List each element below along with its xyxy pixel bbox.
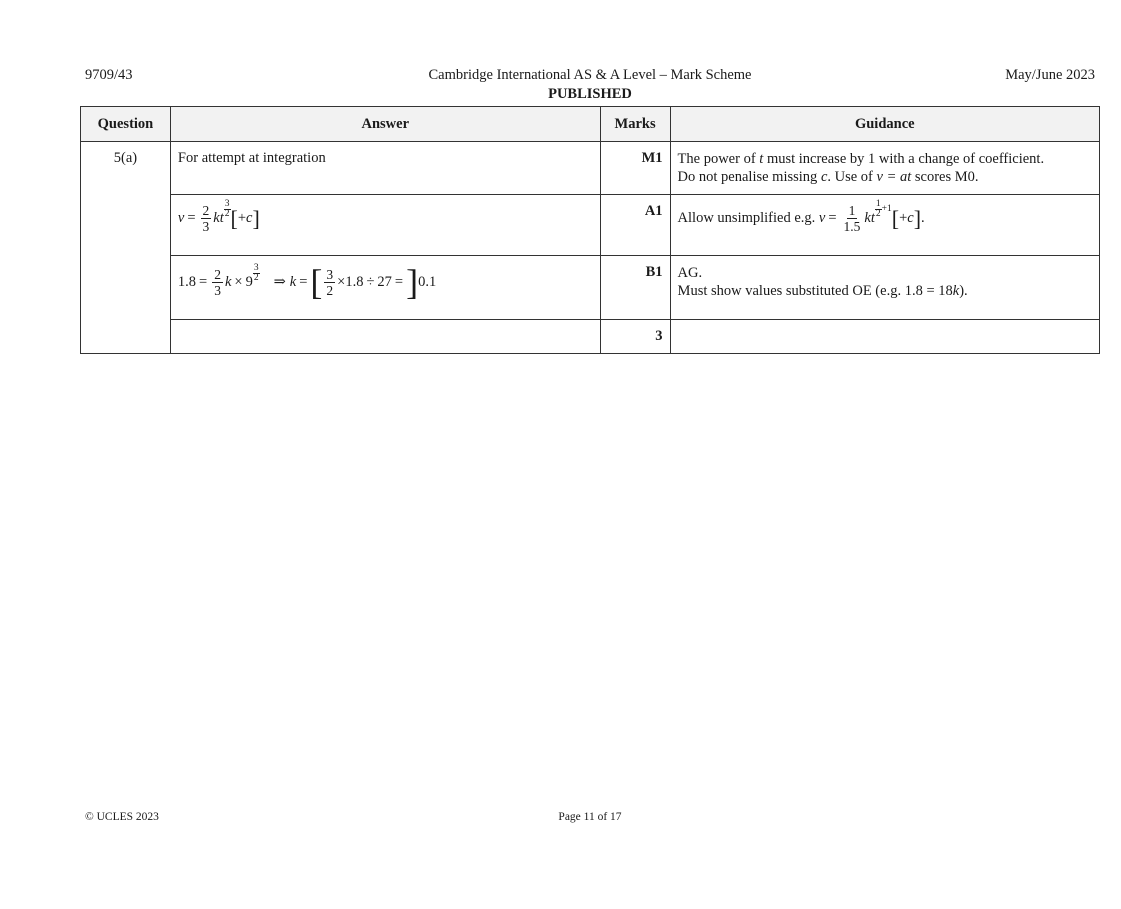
answer-cell bbox=[170, 320, 600, 354]
answer-cell bbox=[170, 195, 600, 256]
guidance-variable: t bbox=[759, 151, 764, 167]
document-title: Cambridge International AS & A Level – Mark Scheme bbox=[428, 67, 752, 83]
mark-code: A1 bbox=[600, 195, 670, 256]
exam-session: May/June 2023 bbox=[1005, 67, 1095, 83]
published-status: PUBLISHED bbox=[548, 86, 632, 102]
guidance-text: Allow unsimplified e.g. bbox=[677, 210, 819, 226]
question-number: 5(a) bbox=[81, 142, 171, 354]
guidance-text: Do not penalise missing bbox=[677, 169, 821, 185]
mark-scheme-table bbox=[80, 106, 1100, 354]
column-header-guidance: Guidance bbox=[670, 107, 1099, 142]
guidance-text: AG. bbox=[677, 265, 703, 281]
guidance-text: Must show values substituted OE (e.g. 1.8 = 18 bbox=[677, 283, 953, 299]
column-header-answer: Answer bbox=[170, 107, 600, 142]
column-header-marks: Marks bbox=[600, 107, 670, 142]
table-row bbox=[81, 195, 1100, 256]
mark-code: B1 bbox=[600, 256, 670, 320]
answer-formula: 1.8 = $\frac{2}{3}$ k × 9 $\frac{3}{2}$ ⇒ k = [ $\frac{3}{2}$ ×1.8 ÷ 27 = ] 0.1 bbox=[177, 262, 437, 302]
page-number: Page 11 of 17 bbox=[558, 811, 622, 823]
answer-text: For attempt at integration bbox=[177, 150, 326, 166]
mark-code: M1 bbox=[600, 142, 670, 195]
guidance-math: v = at bbox=[876, 169, 912, 185]
column-header-question: Question bbox=[81, 107, 171, 142]
table-row bbox=[81, 256, 1100, 320]
guidance-text: must increase by 1 with a change of coefficient. bbox=[763, 151, 1045, 167]
guidance-cell bbox=[670, 195, 1099, 256]
guidance-cell bbox=[670, 320, 1099, 354]
answer-cell bbox=[170, 142, 600, 195]
total-row bbox=[81, 320, 1100, 354]
answer-cell bbox=[170, 256, 600, 320]
answer-formula: v = $\frac{2}{3}$ kt $\frac{3}{2}$ [ + c ] bbox=[177, 199, 260, 234]
guidance-cell bbox=[670, 256, 1099, 320]
guidance-text: ). bbox=[959, 283, 968, 299]
guidance-text: The power of bbox=[677, 151, 760, 167]
guidance-variable: c bbox=[820, 169, 828, 185]
guidance-text: scores M0. bbox=[911, 169, 979, 185]
table-header-row bbox=[81, 107, 1100, 142]
table-row bbox=[81, 142, 1100, 195]
guidance-text: . Use of bbox=[827, 169, 877, 185]
copyright-notice: © UCLES 2023 bbox=[85, 811, 159, 823]
guidance-variable: k bbox=[952, 283, 960, 299]
total-marks: 3 bbox=[600, 320, 670, 354]
paper-code: 9709/43 bbox=[85, 67, 133, 83]
guidance-cell bbox=[670, 142, 1099, 195]
guidance-formula: v = $\frac{1}{1.5}$ kt $\frac{1}{2}$ +1 [ + c ] . bbox=[818, 199, 925, 234]
